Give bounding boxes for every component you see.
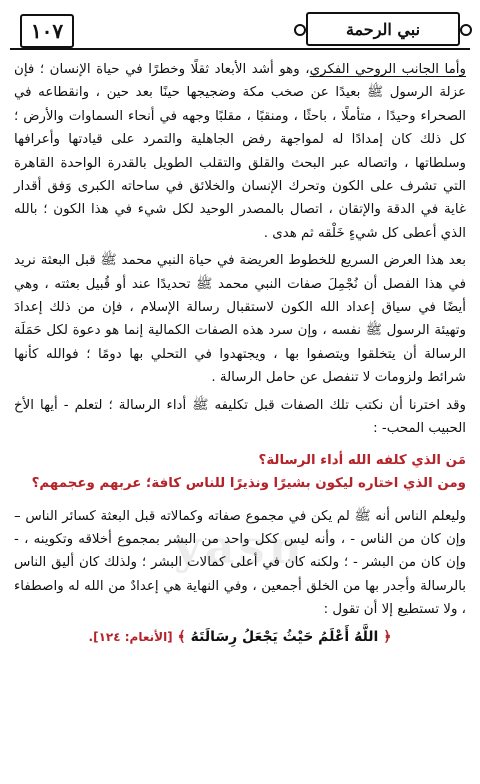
paragraph-intro-questions: وقد اخترنا أن نكتب تلك الصفات قبل تكليفه ﷺ أداء الرسالة ؛ لتعلم - أيها الأخ الحبيب المحب- : — [14, 397, 466, 437]
page-header — [10, 8, 470, 48]
question-1: مَن الذي كلفه الله أداء الرسالة؟ — [258, 452, 466, 468]
quote-reference: [الأنعام: ١٢٤]. — [88, 629, 173, 644]
book-title: نبي الرحمة — [306, 12, 460, 46]
highlighted-questions — [14, 449, 466, 495]
question-2: ومن الذي اختاره ليكون بشيرًا ونذيرًا للناس كافة؛ عربهم وعجمهم؟ — [31, 475, 466, 491]
paragraph-spiritual-aspect — [14, 58, 466, 245]
quran-quote — [14, 626, 466, 649]
header-divider — [10, 48, 470, 50]
quote-open-bracket: ﴿ — [383, 628, 392, 645]
body-text — [14, 58, 466, 649]
quote-text: اللَّهُ أَعْلَمُ حَيْثُ يَجْعَلُ رِسَالَتَهُ — [190, 628, 379, 645]
page-number: ١٠٧ — [20, 14, 74, 48]
underlined-phrase: وأما الجانب الروحي الفكري — [309, 62, 466, 77]
paragraph-text: ، وهو أشد الأبعاد ثقلًا وخطرًا في حياة الإنسان ؛ فإن عزلة الرسول ﷺ بعيدًا عن صخب مكة وضجيجها حينًا بعد حين ، وانقطاعه في الصحراء وحيدًا ، متأملًا ، باحثًا ، ومنقبًا ، مقلبًا وجهه في أنحاء السماوات والأرض ؛ كل ذلك كان إمدادًا له لمواجهة رفض الجاهلية والتمرد على قيادتها وأعرافها وسلطاتها ، واتصاله عبر البحث والقلق والتقلب الطويل بالقدرة الواحدة القاهرة التي تشرف على الكون وتحرك الإنسان والخلائق في ساحاته الكبرى وَفق أقدار غاية في الدقة والإتقان ، اتصال بالمصدر الوحيد لكل شيء في هذا الكون ؛ بالله الذي أعطى كل شيءٍ خَلْقه ثم هدى . — [14, 62, 466, 241]
quote-close-bracket: ﴾ — [177, 628, 186, 645]
watermark: yasn — [174, 520, 306, 574]
paragraph-conclusion: وليعلم الناس أنه ﷺ لم يكن في مجموع صفاته وكمالاته قبل البعثة كسائر الناس – وإن كان من الناس - ، وأنه ليس ككل واحد من البشر بمجموع أخلاقه وتكوينه ، - وإن كان من البشر - ؛ ولكنه كان في أعلى كمالات البشر ؛ ولذلك كان أليق الناس بالرسالة وأجدر بها من الخلق أجمعين ، وفي النهاية هي إعدادٌ من الله له واصطفاء ، ولا تستطيع إلا أن تقول : — [14, 508, 466, 618]
paragraph-summary: بعد هذا العرض السريع للخطوط العريضة في حياة النبي محمد ﷺ قبل البعثة نريد في هذا الفصل أن نُجْمِلَ صفات النبي محمد ﷺ تحديدًا عند أو قُبيل بعثته ، وهي أيضًا في سياق إعداد الله الكون لاستقبال رسالة الإسلام ، فإن من ذلك إعدادَ وتهيئة الرسول ﷺ نفسه ، وإن سرد هذه الصفات الكمالية إنما هو دعوة لكل حَمَلَة الرسالة أن يتخلقوا ويتصفوا بها ، ويجتهدوا في التحلي بها دومًا ؛ فوالله كأنها شرائط ولزومات لا تنفصل عن حامل الرسالة . — [14, 253, 466, 386]
